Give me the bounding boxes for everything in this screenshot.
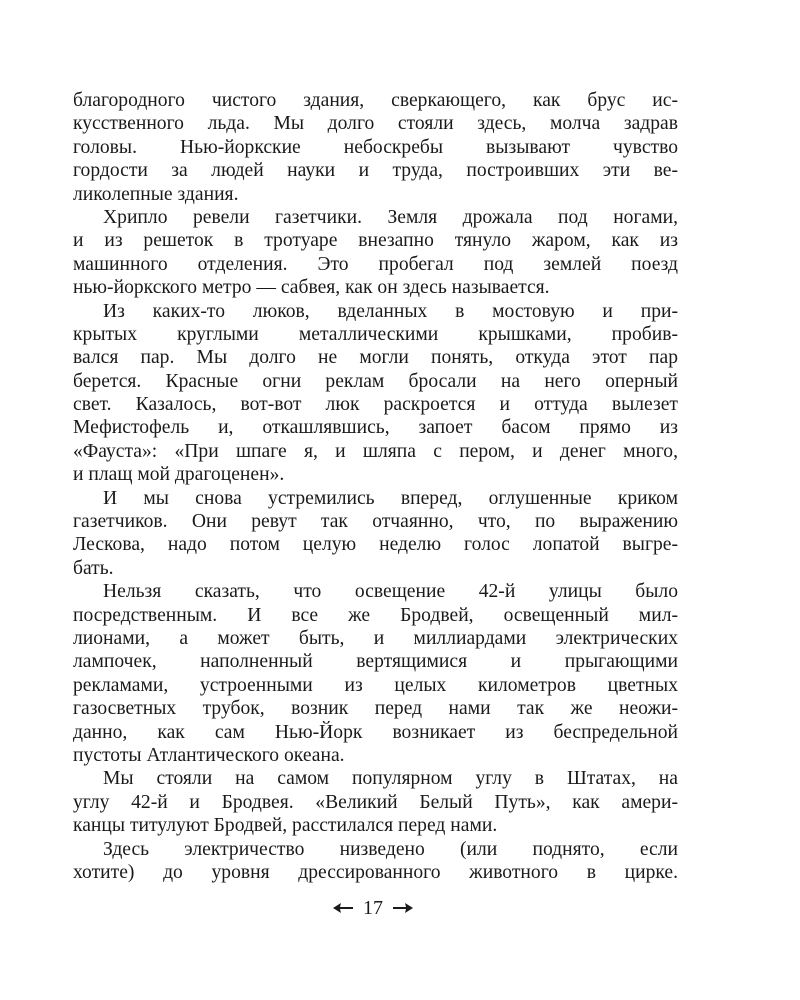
text-line: посредственным. И все же Бродвей, освещенный мил- <box>73 604 678 626</box>
text-line: крытых круглыми металлическими крышками, пробив- <box>73 323 678 345</box>
text-line: и из решеток в тротуаре внезапно тянуло жаром, как из <box>73 230 678 252</box>
text-line: Хрипло ревели газетчики. Земля дрожала под ногами, <box>103 206 678 228</box>
text-line: пустоты Атлантического океана. <box>73 744 345 766</box>
text-line: благородного чистого здания, сверкающего, как брус ис- <box>73 90 678 111</box>
text-line: кусственного льда. Мы долго стояли здесь, молча задрав <box>73 113 678 135</box>
text-line: и плащ мой драгоценен». <box>73 464 285 486</box>
text-line: нью-йоркского метро — сабвея, как он здесь называется. <box>73 277 550 299</box>
text-line: берется. Красные огни реклам бросали на него оперный <box>73 370 678 392</box>
text-line: Лескова, надо потом целую неделю голос лопатой выгре- <box>73 534 678 556</box>
text-line: рекламами, устроенными из целых километров цветных <box>73 674 678 696</box>
text-line: канцы титулуют Бродвей, расстилался перед нами. <box>73 815 498 837</box>
text-line: свет. Казалось, вот-вот люк раскроется и оттуда вылезет <box>73 394 678 416</box>
text-line: «Фауста»: «При шпаге я, и шляпа с пером, и денег много, <box>73 440 678 462</box>
text-line: бать. <box>73 557 114 579</box>
text-line: ликолепные здания. <box>73 183 239 205</box>
text-line: Нельзя сказать, что освещение 42-й улицы было <box>103 581 678 603</box>
text-line: Из каких-то люков, вделанных в мостовую и при- <box>103 300 678 322</box>
text-line: газосветных трубок, возник перед нами так же неожи- <box>73 698 678 720</box>
right-arrow-ornament-icon <box>392 902 414 914</box>
text-line: машинного отделения. Это пробегал под землей поезд <box>73 253 678 275</box>
left-arrow-ornament-icon <box>332 902 354 914</box>
text-line: И мы снова устремились вперед, оглушенные криком <box>103 487 678 509</box>
text-line: данно, как сам Нью-Йорк возникает из беспредельной <box>73 721 678 743</box>
page-folio <box>0 895 746 920</box>
text-line: головы. Нью-йоркские небоскребы вызывают чувство <box>73 136 678 158</box>
page-body <box>73 89 678 884</box>
page-number: 17 <box>363 897 383 920</box>
text-line: лионами, а может быть, и миллиардами электрических <box>73 627 678 649</box>
text-line: Мы стояли на самом популярном углу в Штатах, на <box>103 768 678 790</box>
text-line: Здесь электричество низведено (или поднято, если <box>103 838 678 860</box>
text-line: хотите) до уровня дрессированного животного в цирке. <box>73 861 678 883</box>
text-line: углу 42-й и Бродвея. «Великий Белый Путь», как амери- <box>73 791 678 813</box>
text-line: газетчиков. Они ревут так отчаянно, что, по выражению <box>73 511 678 533</box>
text-line: лампочек, наполненный вертящимися и прыгающими <box>73 651 678 673</box>
text-line: вался пар. Мы долго не могли понять, откуда этот пар <box>73 347 678 369</box>
text-line: гордости за людей науки и труда, построивших эти ве- <box>73 160 678 182</box>
body-text <box>73 89 678 884</box>
text-line: Мефистофель и, откашлявшись, запоет басом прямо из <box>73 417 678 439</box>
